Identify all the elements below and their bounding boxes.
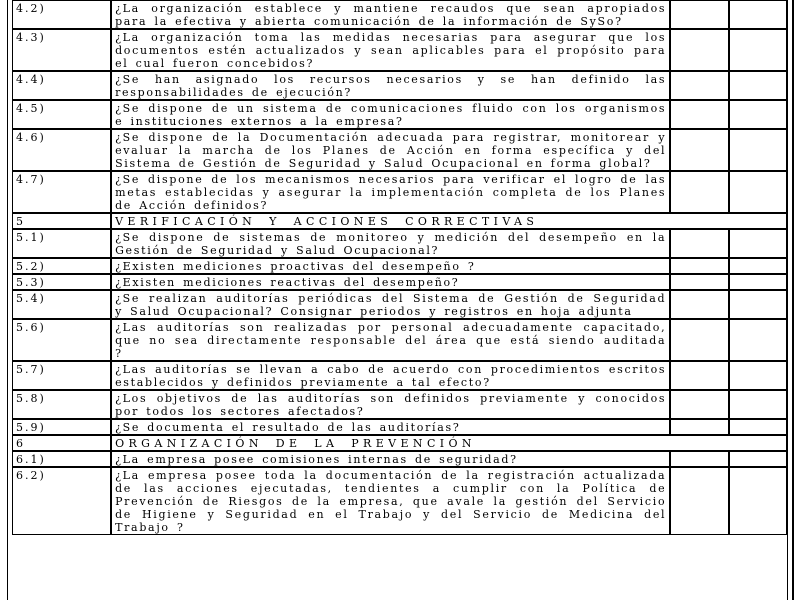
answer-cell-no[interactable]: [729, 171, 787, 213]
question-row: [12, 29, 787, 71]
answer-cell-yes[interactable]: [670, 71, 728, 100]
answer-cell-no[interactable]: [729, 229, 787, 258]
answer-cell-yes[interactable]: [670, 451, 728, 467]
answer-cell-yes[interactable]: [670, 171, 728, 213]
question-text: ¿Se han asignado los recursos necesarios y se han definido las responsabilidades de ejecución?: [111, 71, 670, 100]
item-number: 5.4): [12, 290, 111, 319]
item-number: 4.2): [12, 0, 111, 29]
question-text: ¿Se dispone de sistemas de monitoreo y medición del desempeño en la Gestión de Seguridad y Salud Ocupacional?: [111, 229, 670, 258]
item-number: 5.1): [12, 229, 111, 258]
question-row: [12, 319, 787, 361]
question-row: [12, 71, 787, 100]
answer-cell-no[interactable]: [729, 361, 787, 390]
question-row: [12, 229, 787, 258]
question-text: ¿Existen mediciones reactivas del desempeño?: [111, 274, 670, 290]
answer-cell-no[interactable]: [729, 290, 787, 319]
answer-cell-yes[interactable]: [670, 100, 728, 129]
answer-cell-yes[interactable]: [670, 0, 728, 29]
question-text: ¿Las auditorías son realizadas por personal adecuadamente capacitado, que no sea directamente responsable del área que está siendo auditada ?: [111, 319, 670, 361]
answer-cell-yes[interactable]: [670, 361, 728, 390]
item-number: 5.2): [12, 258, 111, 274]
question-row: [12, 390, 787, 419]
answer-cell-no[interactable]: [729, 319, 787, 361]
answer-cell-yes[interactable]: [670, 419, 728, 435]
question-row: [12, 290, 787, 319]
item-number: 5.9): [12, 419, 111, 435]
question-text: ¿La organización toma las medidas necesarias para asegurar que los documentos estén actualizados y sean aplicables para el propósito para el cual fueron concebidos?: [111, 29, 670, 71]
item-number: 6.1): [12, 451, 111, 467]
question-row: [12, 258, 787, 274]
item-number: 4.7): [12, 171, 111, 213]
answer-cell-no[interactable]: [729, 390, 787, 419]
question-text: ¿Se dispone de la Documentación adecuada para registrar, monitorear y evaluar la marcha de los Planes de Acción en forma específica y del Sistema de Gestión de Seguridad y Salud Ocupacional en forma global?: [111, 129, 670, 171]
question-row: [12, 274, 787, 290]
checklist-rows: [12, 0, 787, 535]
question-text: ¿La empresa posee toda la documentación de la registración actualizada de las acciones ejecutadas, tendientes a cumplir con la Política de Prevención de Riesgos de la empresa, que avale la gestión del Servicio de Higiene y Seguridad en el Trabajo y del Servicio de Medicina del Trabajo ?: [111, 467, 670, 535]
question-row: [12, 100, 787, 129]
question-row: [12, 129, 787, 171]
section-title: VERIFICACIÓN Y ACCIONES CORRECTIVAS: [111, 213, 787, 229]
answer-cell-no[interactable]: [729, 100, 787, 129]
answer-cell-yes[interactable]: [670, 274, 728, 290]
answer-cell-yes[interactable]: [670, 29, 728, 71]
item-number: 5.8): [12, 390, 111, 419]
answer-cell-yes[interactable]: [670, 229, 728, 258]
item-number: 4.5): [12, 100, 111, 129]
item-number: 5.7): [12, 361, 111, 390]
item-number: 4.4): [12, 71, 111, 100]
question-text: ¿Se dispone de los mecanismos necesarios para verificar el logro de las metas establecidas y asegurar la implementación completa de los Planes de Acción definidos?: [111, 171, 670, 213]
item-number: 5.3): [12, 274, 111, 290]
question-text: ¿Los objetivos de las auditorías son definidos previamente y conocidos por todos los sectores afectados?: [111, 390, 670, 419]
question-text: ¿Se realizan auditorías periódicas del Sistema de Gestión de Seguridad y Salud Ocupacional? Consignar periodos y registros en hoja adjunta: [111, 290, 670, 319]
answer-cell-yes[interactable]: [670, 467, 728, 535]
question-row: [12, 419, 787, 435]
answer-cell-yes[interactable]: [670, 258, 728, 274]
question-text: ¿Existen mediciones proactivas del desempeño ?: [111, 258, 670, 274]
answer-cell-no[interactable]: [729, 467, 787, 535]
item-number: 6.2): [12, 467, 111, 535]
answer-cell-no[interactable]: [729, 129, 787, 171]
question-row: [12, 0, 787, 29]
answer-cell-no[interactable]: [729, 419, 787, 435]
section-title: ORGANIZACIÓN DE LA PREVENCIÓN: [111, 435, 787, 451]
checklist-table: [12, 0, 787, 535]
question-text: ¿La organización establece y mantiene recaudos que sean apropiados para la efectiva y abierta comunicación de la información de SySo?: [111, 0, 670, 29]
question-text: ¿Las auditorías se llevan a cabo de acuerdo con procedimientos escritos establecidos y definidos previamente a tal efecto?: [111, 361, 670, 390]
question-row: [12, 451, 787, 467]
answer-cell-no[interactable]: [729, 274, 787, 290]
answer-cell-yes[interactable]: [670, 129, 728, 171]
item-number: 5: [12, 213, 111, 229]
question-row: [12, 171, 787, 213]
question-row: [12, 361, 787, 390]
answer-cell-yes[interactable]: [670, 390, 728, 419]
item-number: 5.6): [12, 319, 111, 361]
section-heading-row: [12, 435, 787, 451]
answer-cell-yes[interactable]: [670, 319, 728, 361]
answer-cell-no[interactable]: [729, 71, 787, 100]
section-heading-row: [12, 213, 787, 229]
question-row: [12, 467, 787, 535]
answer-cell-no[interactable]: [729, 451, 787, 467]
answer-cell-no[interactable]: [729, 258, 787, 274]
item-number: 4.6): [12, 129, 111, 171]
question-text: ¿La empresa posee comisiones internas de seguridad?: [111, 451, 670, 467]
item-number: 4.3): [12, 29, 111, 71]
question-text: ¿Se dispone de un sistema de comunicaciones fluido con los organismos e instituciones externos a la empresa?: [111, 100, 670, 129]
answer-cell-yes[interactable]: [670, 290, 728, 319]
answer-cell-no[interactable]: [729, 0, 787, 29]
answer-cell-no[interactable]: [729, 29, 787, 71]
question-text: ¿Se documenta el resultado de las auditorías?: [111, 419, 670, 435]
item-number: 6: [12, 435, 111, 451]
